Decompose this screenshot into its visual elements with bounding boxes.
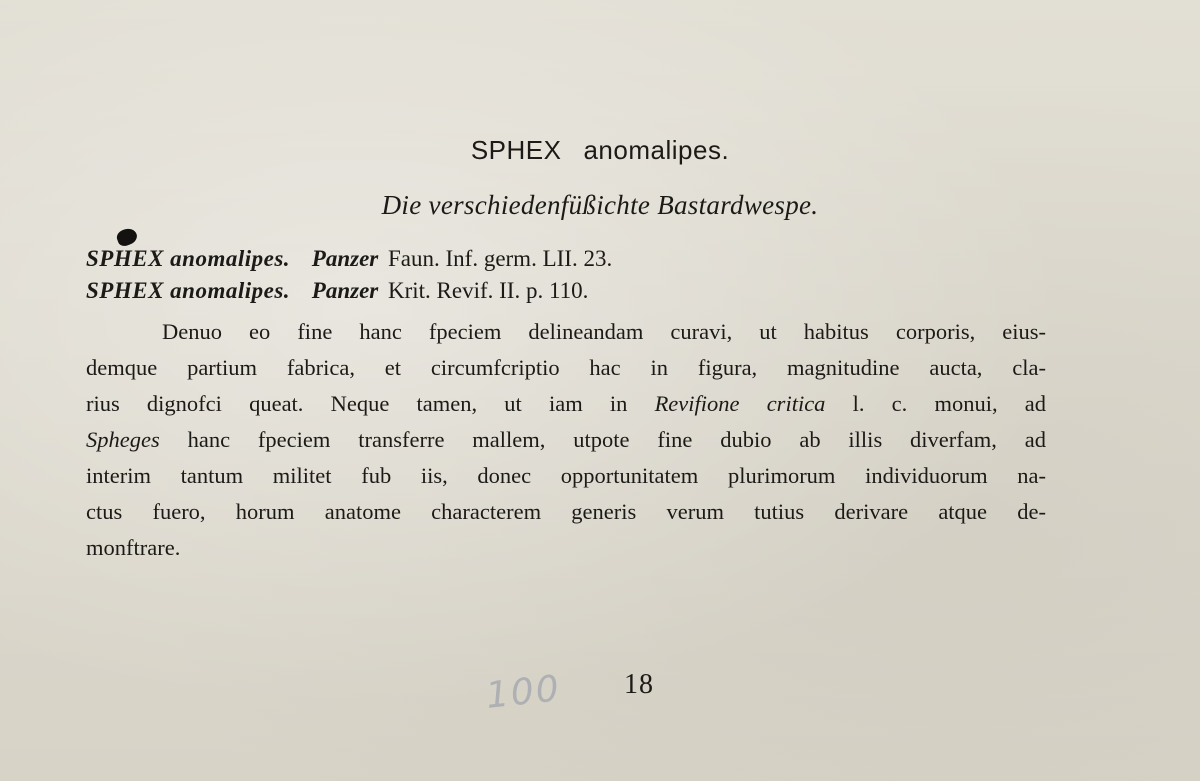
line-text: monftrare. xyxy=(86,535,181,560)
reference-citation: Faun. Inf. germ. LII. 23. xyxy=(388,246,613,271)
reference-list xyxy=(86,243,612,307)
italic-phrase: Revifione critica xyxy=(654,391,826,416)
reference-line xyxy=(86,243,612,275)
reference-genus: SPHEX anomalipes. xyxy=(86,278,291,303)
paragraph-line xyxy=(86,494,1046,530)
line-text: demque partium fabrica, et circumfcriptio hac in figura, magnitudine aucta, cla- xyxy=(86,355,1046,380)
page-title xyxy=(0,133,1200,167)
reference-author: Panzer xyxy=(311,246,379,271)
line-text: l. c. monui, ad xyxy=(825,391,1046,416)
reference-author: Panzer xyxy=(311,278,379,303)
line-text: hanc fpeciem transferre mallem, utpote fine dubio ab illis diverfam, ad xyxy=(159,427,1046,452)
title-genus: SPHEX xyxy=(470,135,562,165)
paragraph-line xyxy=(86,530,1046,566)
paragraph-line xyxy=(86,458,1046,494)
paragraph-line xyxy=(86,314,1046,350)
paragraph-line xyxy=(86,350,1046,386)
reference-genus: SPHEX anomalipes. xyxy=(86,246,291,271)
paragraph-line xyxy=(86,422,1046,458)
title-species: anomalipes. xyxy=(583,135,730,165)
reference-citation: Krit. Revif. II. p. 110. xyxy=(388,278,589,303)
line-text: interim tantum militet fub iis, donec opportunitatem plurimorum individuorum na- xyxy=(86,463,1046,488)
pencil-annotation: 100 xyxy=(484,668,563,717)
reference-line xyxy=(86,275,612,307)
paragraph-line xyxy=(86,386,1046,422)
line-text: ctus fuero, horum anatome characterem generis verum tutius derivare atque de- xyxy=(86,499,1046,524)
body-paragraph xyxy=(86,314,1046,566)
line-text: Denuo eo fine hanc fpeciem delineandam curavi, ut habitus corporis, eius- xyxy=(162,319,1046,344)
line-text: rius dignofci queat. Neque tamen, ut iam in xyxy=(86,391,655,416)
page-subtitle: Die verschiedenfüßichte Bastardwespe. xyxy=(381,190,819,220)
italic-phrase: Spheges xyxy=(86,427,160,452)
page-number: 18 xyxy=(624,669,654,700)
